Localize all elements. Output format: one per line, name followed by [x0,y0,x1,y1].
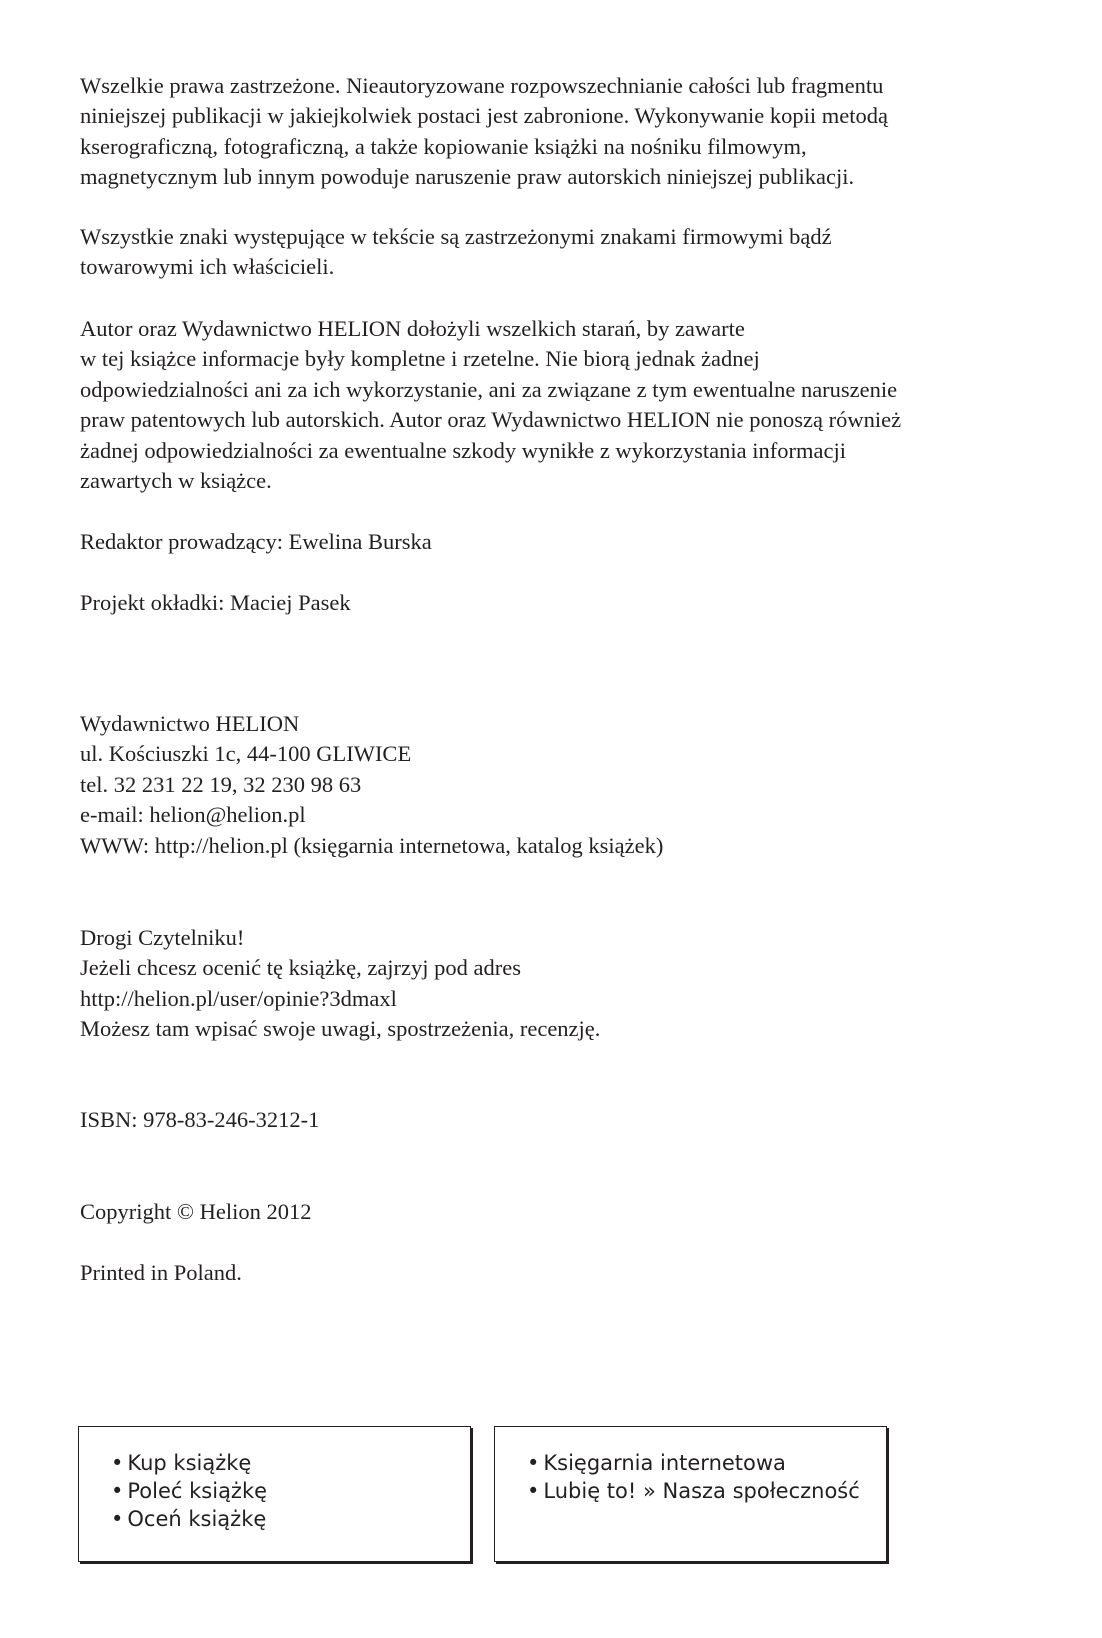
rights-line: niniejszej publikacji w jakiejkolwiek postaci jest zabronione. Wykonywanie kopii metodą [80,103,889,129]
publisher-name: Wydawnictwo HELION [80,711,300,736]
buy-book-link[interactable] [111,1449,470,1477]
isbn: ISBN: 978-83-246-3212-1 [80,1107,320,1132]
bullet: • [111,1507,124,1531]
reader-note [80,923,600,1045]
liability-line: praw patentowych lub autorskich. Autor oraz Wydawnictwo HELION nie ponoszą również [80,407,902,433]
printed-line: Printed in Poland. [80,1260,242,1285]
trademark-notice [80,222,832,283]
book-actions-box [78,1426,471,1562]
trademark-line: towarowymi ich właścicieli. [80,254,335,280]
bullet: • [111,1479,124,1503]
community-link[interactable] [527,1477,886,1505]
rights-line: magnetycznym lub innym powoduje naruszenie praw autorskich niniejszej publikacji. [80,164,855,190]
online-bookstore-link[interactable] [527,1449,886,1477]
trademark-line: Wszystkie znaki występujące w tekście są zastrzeżonymi znakami firmowymi bądź [80,224,832,249]
rights-notice [80,71,888,193]
publisher-address: ul. Kościuszki 1c, 44-100 GLIWICE [80,741,412,767]
community-box [494,1426,887,1562]
recommend-book-label: Poleć książkę [127,1479,268,1503]
editor-line: Redaktor prowadzący: Ewelina Burska [80,529,432,554]
publisher-phone: tel. 32 231 22 19, 32 230 98 63 [80,771,362,797]
publisher-www: WWW: http://helion.pl (księgarnia internetowa, katalog książek) [80,832,664,858]
reader-closing: Możesz tam wpisać swoje uwagi, spostrzeżenia, recenzję. [80,1016,601,1042]
reader-instruction: Jeżeli chcesz ocenić tę książkę, zajrzyj pod adres [80,955,522,981]
liability-line: Autor oraz Wydawnictwo HELION dołożyli wszelkich starań, by zawarte [80,316,745,341]
publisher-email: e-mail: helion@helion.pl [80,802,306,828]
liability-line: odpowiedzialności ani za ich wykorzystanie, ani za związane z tym ewentualne naruszenie [80,376,898,402]
bullet: • [111,1451,124,1475]
rate-book-label: Oceń książkę [127,1507,267,1531]
rights-line: kserograficzną, fotograficzną, a także kopiowanie książki na nośniku filmowym, [80,133,807,159]
liability-line: zawartych w książce. [80,468,272,494]
online-bookstore-label: Księgarnia internetowa [543,1451,786,1475]
copyright-block [80,1197,311,1227]
community-label: Lubię to! » Nasza społeczność [543,1479,860,1503]
rate-book-link[interactable] [111,1505,470,1533]
isbn-block [80,1105,319,1135]
printed-block [80,1258,242,1288]
editor-credit [80,527,432,557]
reader-greeting: Drogi Czytelniku! [80,925,245,950]
liability-line: w tej książce informacje były kompletne i rzetelne. Nie biorą jednak żadnej [80,346,760,372]
buy-book-label: Kup książkę [127,1451,252,1475]
cover-credit [80,588,351,618]
copyright-line: Copyright © Helion 2012 [80,1199,312,1224]
recommend-book-link[interactable] [111,1477,470,1505]
rights-line: Wszelkie prawa zastrzeżone. Nieautoryzowane rozpowszechnianie całości lub fragmentu [80,73,884,98]
review-url [80,984,600,1014]
liability-notice [80,314,901,496]
review-link[interactable]: http://helion.pl/user/opinie?3dmaxl [80,985,397,1011]
publisher-info [80,709,663,861]
cover-design-line: Projekt okładki: Maciej Pasek [80,590,351,615]
bullet: • [527,1451,540,1475]
liability-line: żadnej odpowiedzialności za ewentualne szkody wynikłe z wykorzystania informacji [80,437,846,463]
bullet: • [527,1479,540,1503]
